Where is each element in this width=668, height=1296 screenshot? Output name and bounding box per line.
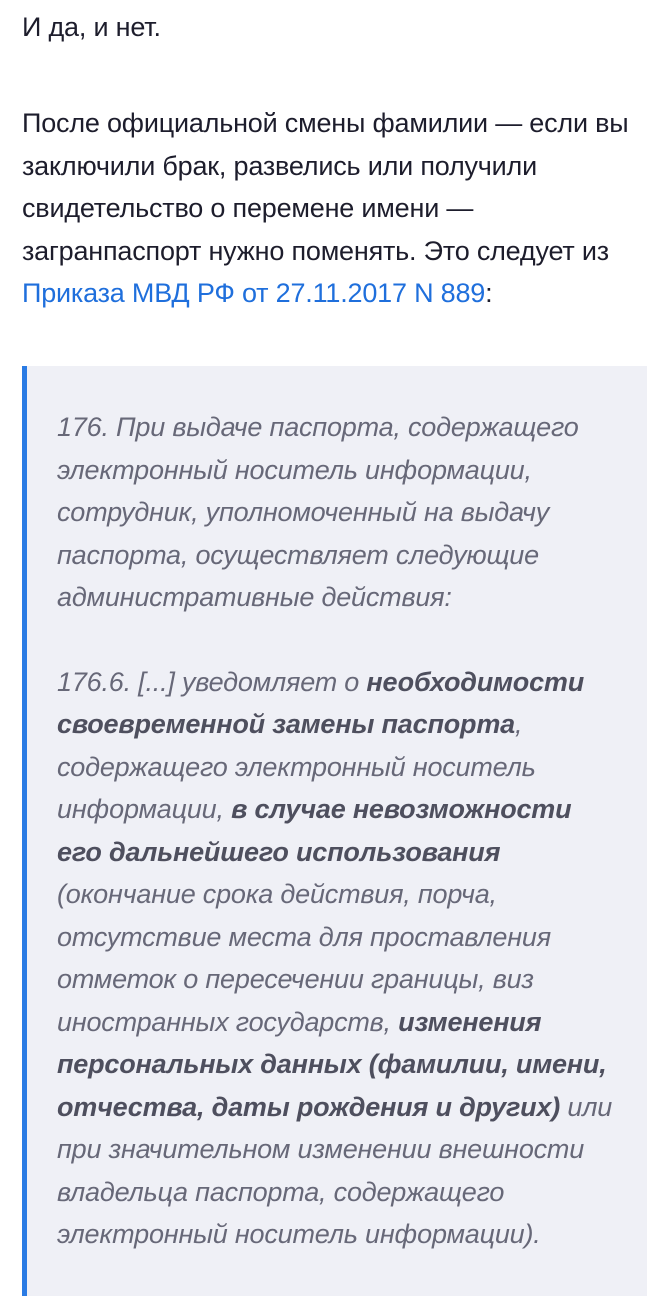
intro-paragraph (0, 6, 187, 49)
quote-text-segment: 176.6. [...] уведомляет о (57, 666, 367, 697)
intro-text: И да, и нет. (22, 12, 161, 42)
quote-text-segment: или при значительном изменении внешности владельца паспорта, содержащего электронный носитель информации). (57, 1091, 613, 1249)
quote-text-segment: (окончание срока действия, порча, отсутствие места для проставления отметок о пересечении границы, виз иностранных государств, (57, 879, 551, 1037)
quote-bold-segment: необходимости своевременной замены паспорта (57, 666, 585, 739)
main-text: После официальной смены фамилии — если вы заключили брак, развелись или получили свидетельство о перемене имени — загранпаспорт нужно поменять. Это следует из (22, 108, 629, 266)
main-text-end: : (485, 278, 493, 308)
quote-bold-segment: в случае невозможности его дальнейшего использования (57, 794, 572, 867)
decree-link[interactable]: Приказа МВД РФ от 27.11.2017 N 889 (22, 278, 486, 308)
quote-text-segment: , содержащего электронный носитель информации, (57, 709, 536, 824)
quote-paragraph-2 (57, 661, 623, 1256)
blockquote (22, 366, 647, 1296)
quote-bold-segment: изменения персональных данных (фамилии, имени, отчества, даты рождения и других) (57, 1006, 607, 1122)
main-paragraph (0, 102, 668, 315)
quote-paragraph-1: 176. При выдаче паспорта, содержащего электронный носитель информации, сотрудник, уполномоченный на выдачу паспорта, осуществляет следующие административные действия: (57, 412, 579, 612)
